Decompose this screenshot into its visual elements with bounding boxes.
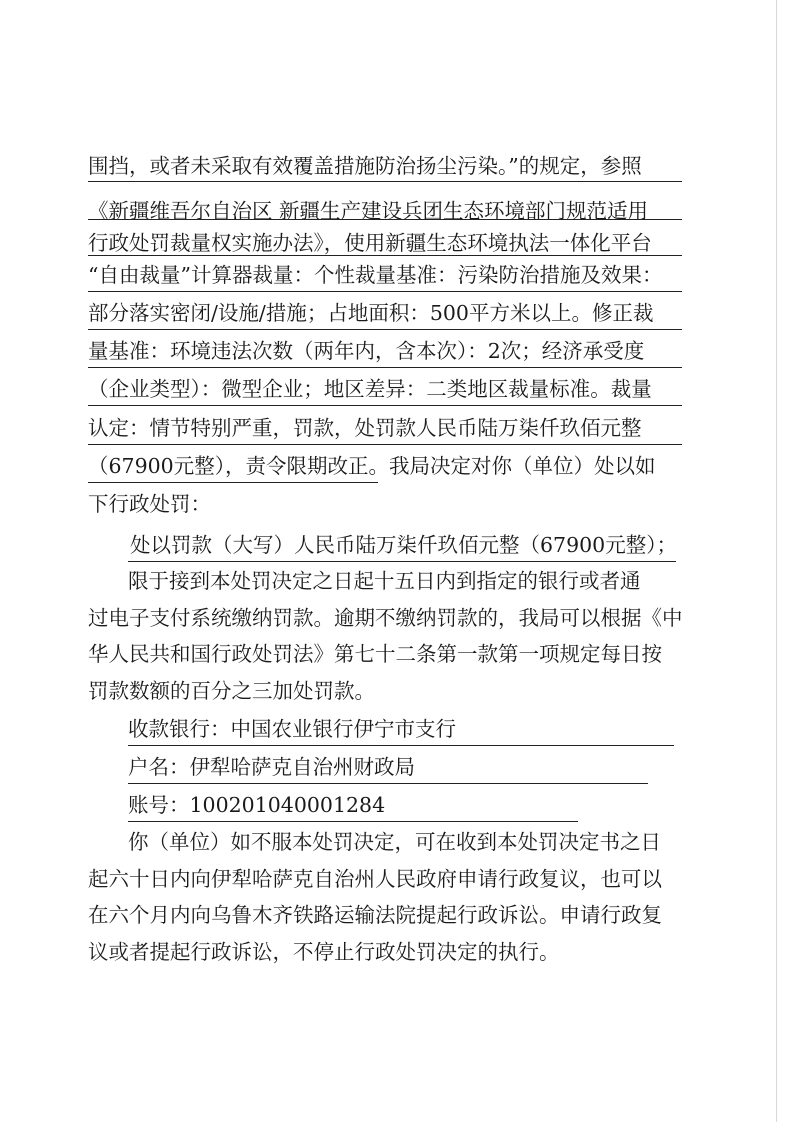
underline [88, 219, 682, 220]
underline [128, 561, 676, 562]
underline [88, 255, 682, 256]
text-line: 围挡，或者未采取有效覆盖措施防治扬尘污染。”的规定，参照 [88, 154, 642, 178]
text-line: 限于接到本处罚决定之日起十五日内到指定的银行或者通 [128, 569, 641, 593]
text-line: 下行政处罚： [88, 492, 211, 516]
account-name-line: 户名：伊犁哈萨克自治州财政局 [128, 755, 415, 779]
account-number-line: 账号：100201040001284 [128, 793, 386, 817]
text-line: 过电子支付系统缴纳罚款。逾期不缴纳罚款的，我局可以根据《中 [88, 606, 683, 630]
underline [88, 291, 682, 292]
text-line: 量基准：环境违法次数（两年内，含本次）：2次；经济承受度 [88, 339, 645, 363]
text-line: 罚款数额的百分之三加处罚款。 [88, 679, 375, 703]
underline [88, 444, 682, 445]
text-line: “自由裁量”计算器裁量：个性裁量基准：污染防治措施及效果： [88, 263, 663, 287]
text-line: 你（单位）如不服本处罚决定，可在收到本处罚决定书之日 [128, 830, 661, 854]
underline [88, 367, 682, 368]
text-line: 华人民共和国行政处罚法》第七十二条第一款第一项规定每日按 [88, 642, 662, 666]
underline [88, 181, 682, 182]
underline [88, 329, 682, 330]
text-line: 行政处罚裁量权实施办法》，使用新疆生态环境执法一体化平台 [88, 231, 652, 255]
text-line: 认定：情节特别严重，罚款，处罚款人民币陆万柒仟玖佰元整 [88, 416, 642, 440]
underline [128, 783, 648, 784]
scan-edge [776, 0, 777, 1122]
text-line: 《新疆维吾尔自治区 新疆生产建设兵团生态环境部门规范适用 [88, 199, 649, 223]
text-line: （企业类型）：微型企业；地区差异：二类地区裁量标准。裁量 [88, 377, 652, 401]
bank-line: 收款银行：中国农业银行伊宁市支行 [128, 717, 456, 741]
underline [128, 821, 578, 822]
text-line: 起六十日内向伊犁哈萨克自治州人民政府申请行政复议，也可以 [88, 867, 662, 891]
text-line: 议或者提起行政诉讼，不停止行政处罚决定的执行。 [88, 940, 560, 964]
penalty-line: 处以罚款（大写）人民币陆万柒仟玖佰元整（67900元整）； [130, 533, 677, 557]
text-line: （67900元整），责令限期改正。我局决定对你（单位）处以如 [88, 454, 656, 478]
text-line: 部分落实密闭/设施/措施；占地面积：500平方米以上。修正裁 [88, 301, 654, 325]
underline [88, 405, 682, 406]
underline [128, 745, 674, 746]
underline [88, 482, 378, 483]
text-line: 在六个月内向乌鲁木齐铁路运输法院提起行政诉讼。申请行政复 [88, 903, 662, 927]
